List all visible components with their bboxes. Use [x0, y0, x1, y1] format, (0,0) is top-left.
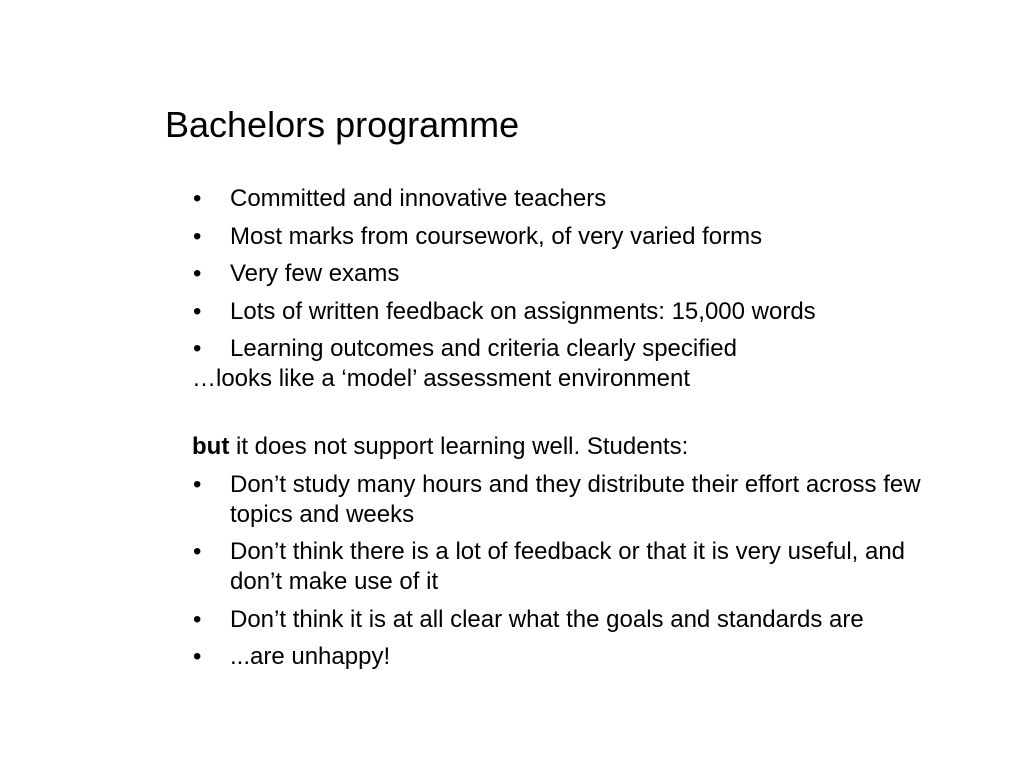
- bullet-icon: •: [193, 260, 202, 287]
- list-item: [192, 470, 952, 530]
- slide-title: Bachelors programme: [165, 104, 520, 145]
- bullet-icon: •: [193, 185, 202, 212]
- strengths-list: [192, 184, 952, 364]
- contrast-line: [192, 432, 952, 462]
- conclusion-line: …looks like a ‘model’ assessment environment: [192, 365, 690, 392]
- bullet-icon: •: [193, 470, 202, 498]
- list-item: [192, 537, 952, 597]
- bullet-icon: •: [193, 643, 202, 670]
- list-item: [192, 605, 952, 635]
- contrast-bold-word: but: [192, 433, 230, 460]
- list-item-text: Don’t think there is a lot of feedback or that it is very useful, and don’t make use of it: [230, 538, 906, 595]
- list-item: [192, 222, 952, 252]
- bullet-icon: •: [193, 335, 202, 362]
- bullet-icon: •: [193, 605, 202, 633]
- list-item-text: Don’t study many hours and they distribute their effort across few topics and weeks: [230, 470, 921, 528]
- list-item: [192, 297, 952, 327]
- list-item-text: Don’t think it is at all clear what the goals and standards are: [230, 605, 864, 633]
- list-item-text: Very few exams: [230, 260, 400, 287]
- slide-body: [192, 184, 952, 672]
- bullet-icon: •: [193, 297, 202, 325]
- list-item: [192, 259, 952, 289]
- list-item-text: Committed and innovative teachers: [230, 185, 607, 212]
- problems-list: [192, 470, 952, 673]
- bullet-icon: •: [193, 222, 202, 250]
- list-item-text: ...are unhappy!: [230, 643, 391, 670]
- spacer: [192, 394, 952, 432]
- bullet-icon: •: [193, 538, 202, 565]
- list-item: [192, 334, 952, 364]
- list-item-text: Lots of written feedback on assignments: 15,000 words: [230, 297, 816, 325]
- list-item-text: Most marks from coursework, of very varied forms: [230, 222, 763, 250]
- list-item: [192, 642, 952, 672]
- list-item: [192, 184, 952, 214]
- contrast-rest: it does not support learning well. Students:: [229, 433, 689, 460]
- list-item-text: Learning outcomes and criteria clearly specified: [230, 335, 737, 362]
